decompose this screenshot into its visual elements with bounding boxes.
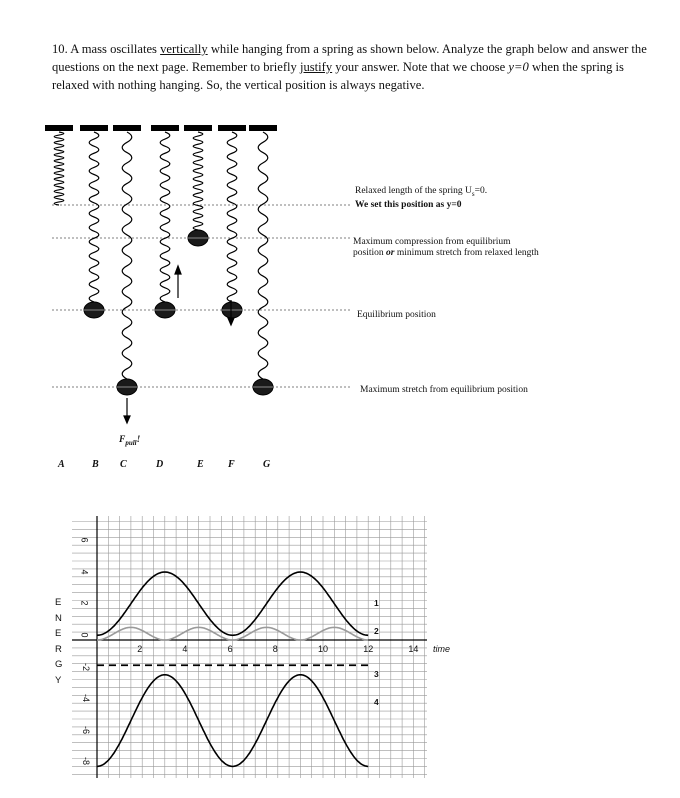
y-label-letter: R xyxy=(55,643,62,655)
y-tick-6: 6 xyxy=(79,537,90,543)
x-tick-8: 8 xyxy=(272,644,278,654)
label-max-compression: Maximum compression from equilibrium position or minimum stretch from relaxed length xyxy=(353,237,539,258)
label-max-stretch: Maximum stretch from equilibrium position xyxy=(360,385,528,395)
curve-label-2: 2 xyxy=(373,626,379,637)
y-label-letter: E xyxy=(55,628,62,639)
x-axis-label: time xyxy=(433,644,451,654)
curve-label-1: 1 xyxy=(373,597,379,608)
y-tick-0: 0 xyxy=(79,632,90,638)
y-tick--2: -2 xyxy=(81,662,92,671)
letter-e: E xyxy=(197,459,204,470)
curve-label-3: 3 xyxy=(373,668,379,679)
y-label-letter: N xyxy=(55,612,62,624)
label-equilibrium: Equilibrium position xyxy=(357,310,436,320)
curve-label-4: 4 xyxy=(373,697,379,708)
fpull-label: $F_{pull}$! xyxy=(119,435,141,447)
letter-a: A xyxy=(58,459,65,470)
x-tick-4: 4 xyxy=(182,644,188,654)
underlined-word: vertically xyxy=(160,42,208,56)
x-tick-12: 12 xyxy=(363,644,374,654)
y-label-letter: E xyxy=(55,597,62,608)
underlined-word: justify xyxy=(299,60,333,74)
letter-f: F xyxy=(228,459,235,470)
letter-c: C xyxy=(120,459,127,470)
y-tick--8: -8 xyxy=(81,757,92,766)
x-tick-14: 14 xyxy=(408,644,419,654)
letter-g: G xyxy=(263,459,271,470)
problem-statement: 10. A mass oscillates vertically while hanging from a spring as shown below. Analyze the graph below and answer the questions on the next page. Remember to briefly justify your answer. Note that we choose y=0 when the spring is relaxed with nothing hanging. So, the vertical position is always negative. xyxy=(52,42,647,92)
letter-b: B xyxy=(92,459,99,470)
problem-number: 10. xyxy=(52,42,68,56)
label-relaxed: Relaxed length of the spring $U_s=0$. We set this position as y=0 xyxy=(355,186,488,210)
x-tick-2: 2 xyxy=(137,644,143,654)
y-tick-2: 2 xyxy=(79,600,90,606)
y-tick-4: 4 xyxy=(79,569,90,575)
y-tick--6: -6 xyxy=(81,725,92,734)
y-label-letter: G xyxy=(55,659,63,670)
letter-d: D xyxy=(156,459,164,470)
x-tick-6: 6 xyxy=(227,644,233,654)
y-tick--4: -4 xyxy=(81,694,92,703)
y-label-letter: Y xyxy=(55,674,62,686)
x-tick-10: 10 xyxy=(318,644,329,654)
